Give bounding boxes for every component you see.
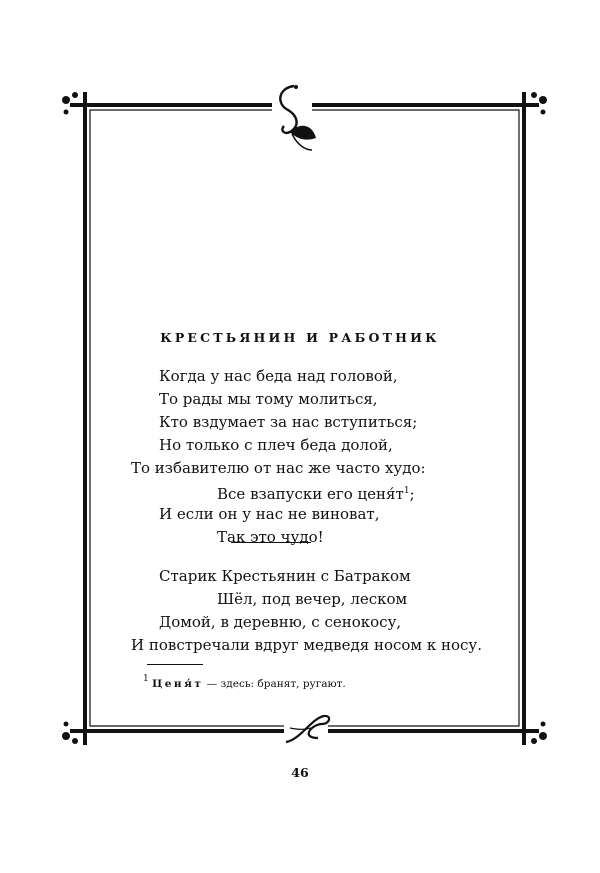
- stanza-divider: [231, 542, 311, 543]
- verse-line: И если он у нас не виноват,: [159, 505, 380, 523]
- verse-line: Кто вздумает за нас вступиться;: [159, 413, 418, 431]
- footnote-text: — здесь: бранят, ругают.: [203, 678, 346, 690]
- footnote-reference-mark: 1: [403, 486, 410, 496]
- verse-line-with-footnote: [0, 480, 426, 503]
- top-flourish-ornament: [272, 85, 316, 150]
- verse-line: Так это чудо!: [217, 528, 324, 546]
- verse-line: Шёл, под вечер, леском: [217, 590, 408, 608]
- verse-line: То рады мы тому молиться,: [159, 390, 378, 408]
- footnote-marker: 1: [143, 674, 149, 684]
- stanza-1: [0, 365, 426, 549]
- page-number: 46: [291, 765, 309, 780]
- verse-line: Но только с плеч беда долой,: [159, 436, 393, 454]
- verse-line: То избавителю от нас же часто худо:: [131, 459, 426, 477]
- verse-line: И повстречали вдруг медведя носом к носу.: [131, 636, 483, 654]
- footnote: [143, 674, 346, 690]
- verse-line: Старик Крестьянин с Батраком: [159, 567, 411, 585]
- poem-title: КРЕСТЬЯНИН И РАБОТНИК: [160, 330, 440, 345]
- footnote-rule: [147, 664, 203, 665]
- verse-line: Домой, в деревню, с сенокосу,: [159, 613, 402, 631]
- stanza-2: [0, 565, 482, 657]
- verse-line-punct: ;: [409, 485, 415, 503]
- bottom-flourish-ornament: [284, 716, 329, 742]
- verse-line: Когда у нас беда над головой,: [159, 367, 398, 385]
- footnote-term: Ценя́т: [152, 678, 204, 690]
- verse-line-text: Все взапуски его ценя́т: [217, 485, 404, 503]
